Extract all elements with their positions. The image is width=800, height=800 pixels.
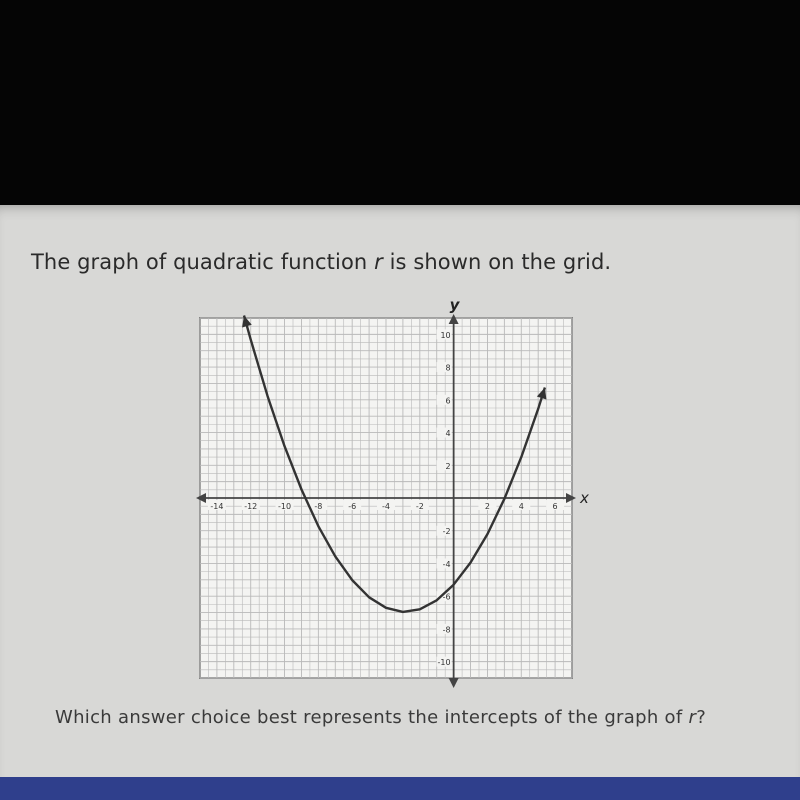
- question-variable: r: [374, 250, 383, 274]
- x-axis-label: x: [580, 489, 589, 507]
- y-tick-label: -6: [442, 592, 451, 602]
- x-tick-label: -8: [314, 502, 323, 511]
- quadratic-graph: [195, 296, 589, 687]
- prompt-text-end: ?: [696, 707, 707, 728]
- y-tick-label: 6: [445, 396, 451, 406]
- y-tick-label: 2: [445, 461, 451, 471]
- y-axis-arrow-down-icon: [449, 678, 459, 688]
- x-tick-label: 4: [518, 502, 524, 511]
- x-tick-label: 2: [484, 502, 491, 511]
- question-text: [31, 250, 611, 274]
- prompt-text-start: Which answer choice best represents the intercepts of the graph of: [55, 707, 689, 728]
- y-tick-label: 8: [445, 363, 451, 373]
- x-tick-label: -10: [278, 502, 292, 511]
- dark-top-region: [0, 0, 800, 205]
- question-text-start: The graph of quadratic function: [31, 250, 375, 274]
- prompt-variable: r: [688, 707, 697, 728]
- y-tick-label: 10: [440, 330, 451, 340]
- x-tick-label: -4: [382, 502, 390, 511]
- x-tick-label: -2: [415, 502, 424, 511]
- y-tick-label: -2: [442, 527, 451, 537]
- x-tick-label: -14: [210, 502, 224, 511]
- x-tick-label: -6: [348, 502, 357, 511]
- question-text-end: is shown on the grid.: [382, 250, 612, 274]
- bottom-navigation-bar: [0, 777, 800, 800]
- x-tick-label: -12: [244, 502, 258, 511]
- y-axis-label: y: [449, 296, 460, 314]
- y-tick-label: 4: [445, 429, 451, 439]
- y-tick-label: -8: [442, 625, 451, 635]
- y-tick-label: -4: [442, 559, 451, 569]
- coordinate-grid-chart: [195, 296, 589, 683]
- x-tick-label: 6: [552, 502, 558, 511]
- y-tick-label: -10: [437, 658, 451, 668]
- answer-prompt: [55, 707, 706, 728]
